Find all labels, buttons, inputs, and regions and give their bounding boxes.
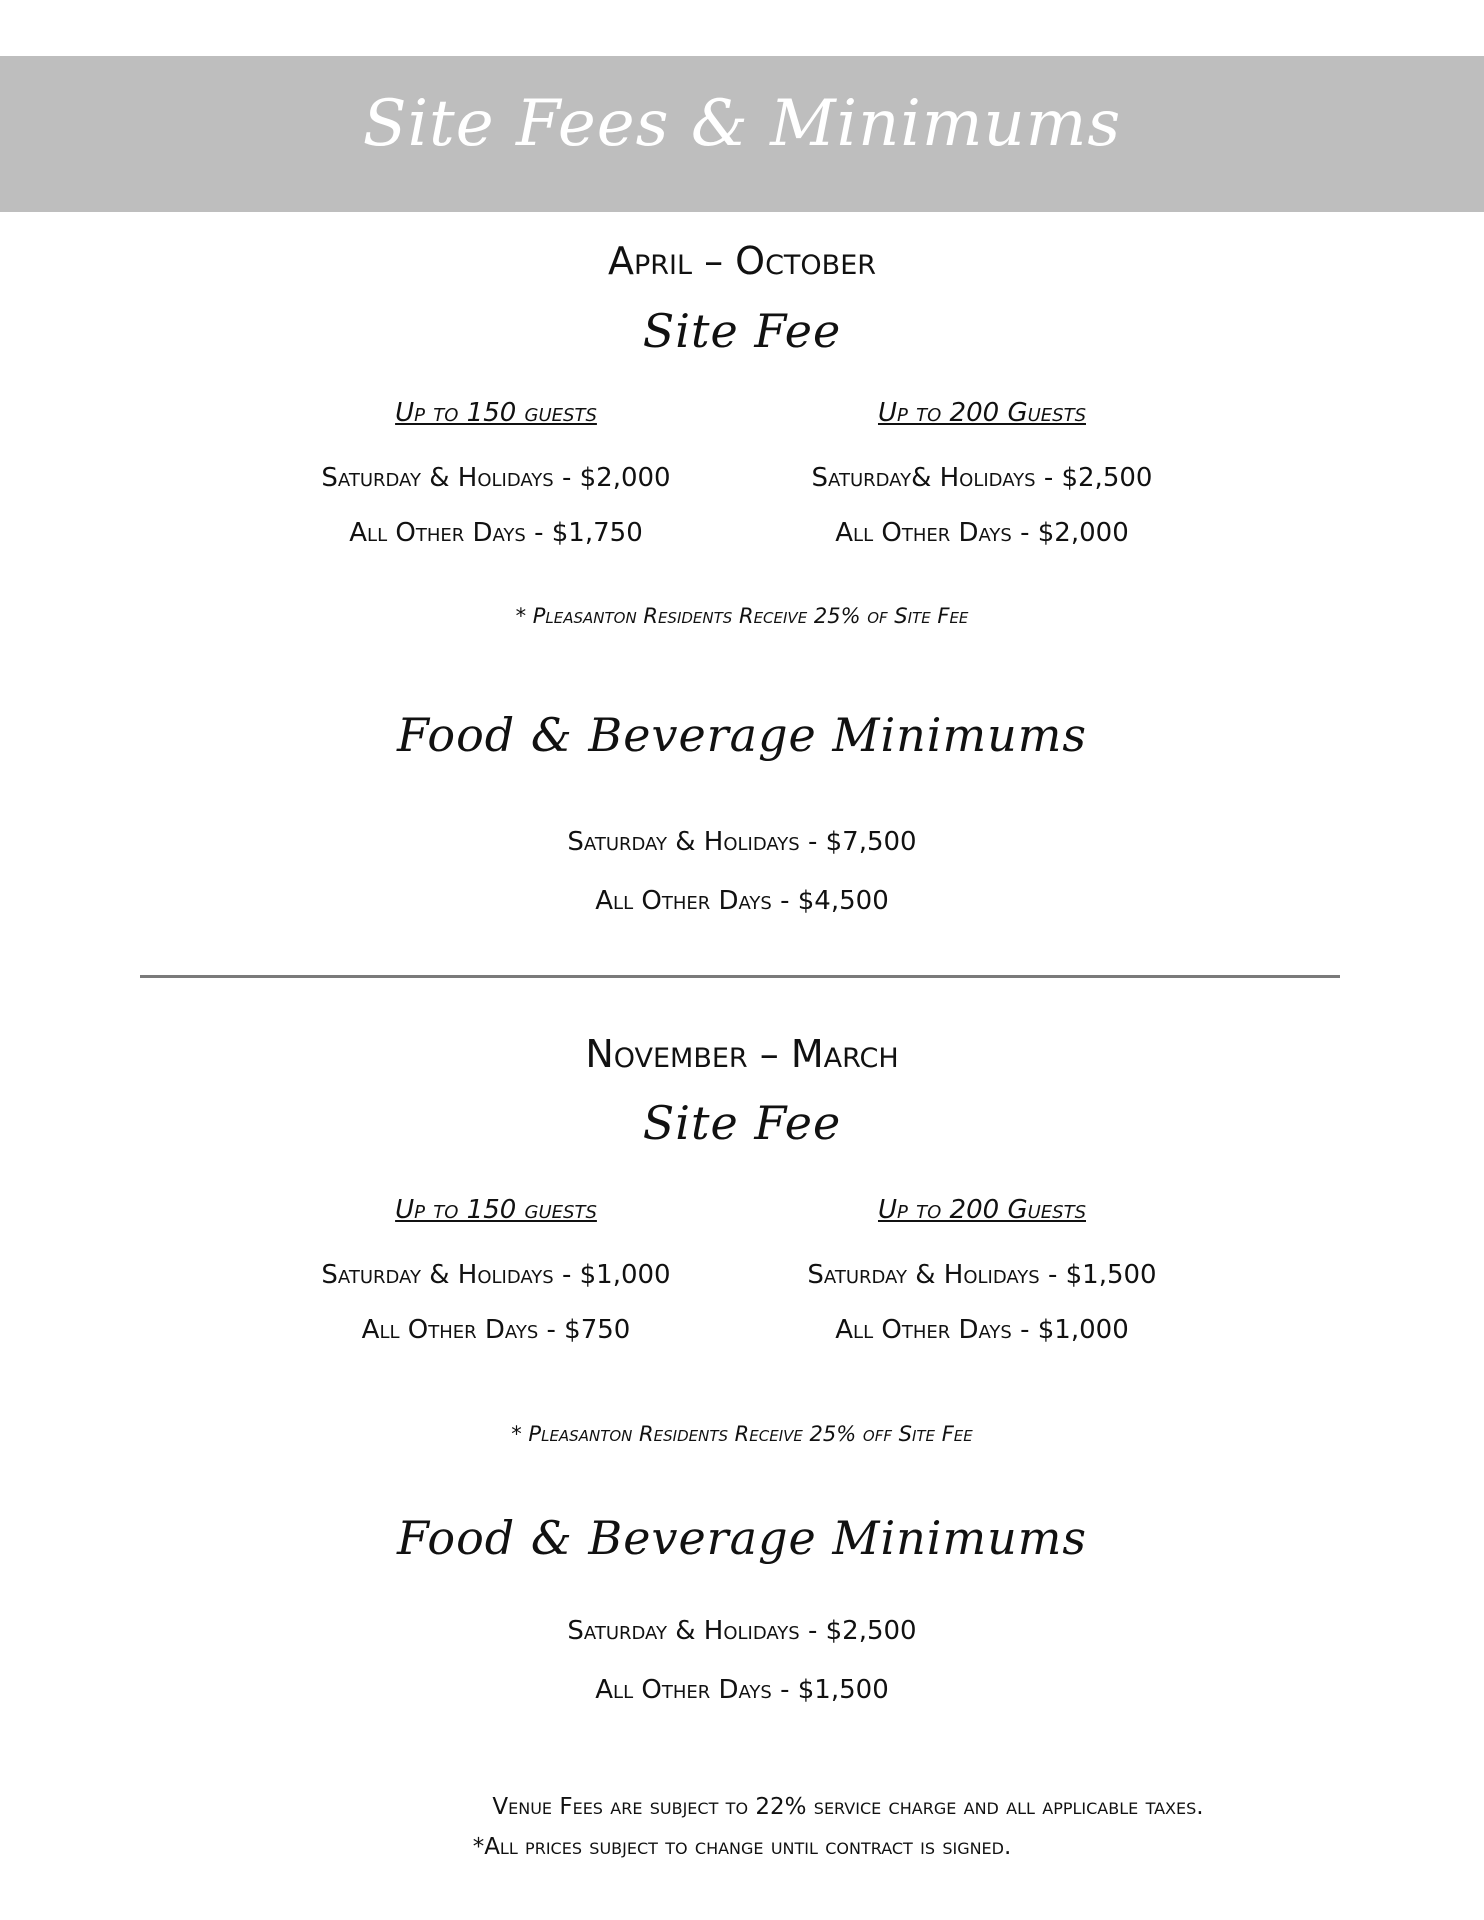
season-november-march-title: November – March	[585, 1032, 899, 1076]
resident-discount-note-season1: * Pleasanton Residents Receive 25% of Site Fee	[515, 604, 969, 628]
column-heading-150-guests-season2: Up to 150 guests	[395, 1195, 597, 1225]
page-title: Site Fees & Minimums	[362, 87, 1122, 161]
fee-200-saturday-season2: Saturday & Holidays - $1,500	[807, 1260, 1157, 1290]
food-beverage-heading-season1: Food & Beverage Minimums	[397, 708, 1087, 762]
fb-minimum-saturday-season1: Saturday & Holidays - $7,500	[567, 827, 917, 857]
column-heading-150-guests-season1: Up to 150 guests	[395, 398, 597, 428]
fee-200-saturday-season1: Saturday& Holidays - $2,500	[811, 463, 1153, 493]
fb-minimum-saturday-season2: Saturday & Holidays - $2,500	[567, 1616, 917, 1646]
food-beverage-heading-season2: Food & Beverage Minimums	[397, 1511, 1087, 1565]
service-charge-note: Venue Fees are subject to 22% service charge and all applicable taxes.	[492, 1794, 1204, 1820]
site-fee-heading-season2: Site Fee	[642, 1096, 842, 1150]
fb-minimum-other-days-season2: All Other Days - $1,500	[595, 1675, 889, 1705]
fee-150-saturday-season2: Saturday & Holidays - $1,000	[321, 1260, 671, 1290]
section-divider	[140, 975, 1340, 978]
fee-200-other-days-season2: All Other Days - $1,000	[835, 1315, 1129, 1345]
season-april-october-title: April – October	[607, 239, 877, 283]
resident-discount-note-season2: * Pleasanton Residents Receive 25% off Site Fee	[511, 1422, 973, 1446]
column-heading-200-guests-season1: Up to 200 Guests	[877, 398, 1086, 428]
site-fee-heading-season1: Site Fee	[642, 304, 842, 358]
fee-150-saturday-season1: Saturday & Holidays - $2,000	[321, 463, 671, 493]
column-heading-200-guests-season2: Up to 200 Guests	[877, 1195, 1086, 1225]
fee-200-other-days-season1: All Other Days - $2,000	[835, 518, 1129, 548]
fee-150-other-days-season1: All Other Days - $1,750	[349, 518, 643, 548]
fb-minimum-other-days-season1: All Other Days - $4,500	[595, 886, 889, 916]
price-change-note: *All prices subject to change until contract is signed.	[472, 1834, 1012, 1860]
fee-150-other-days-season2: All Other Days - $750	[361, 1315, 631, 1345]
